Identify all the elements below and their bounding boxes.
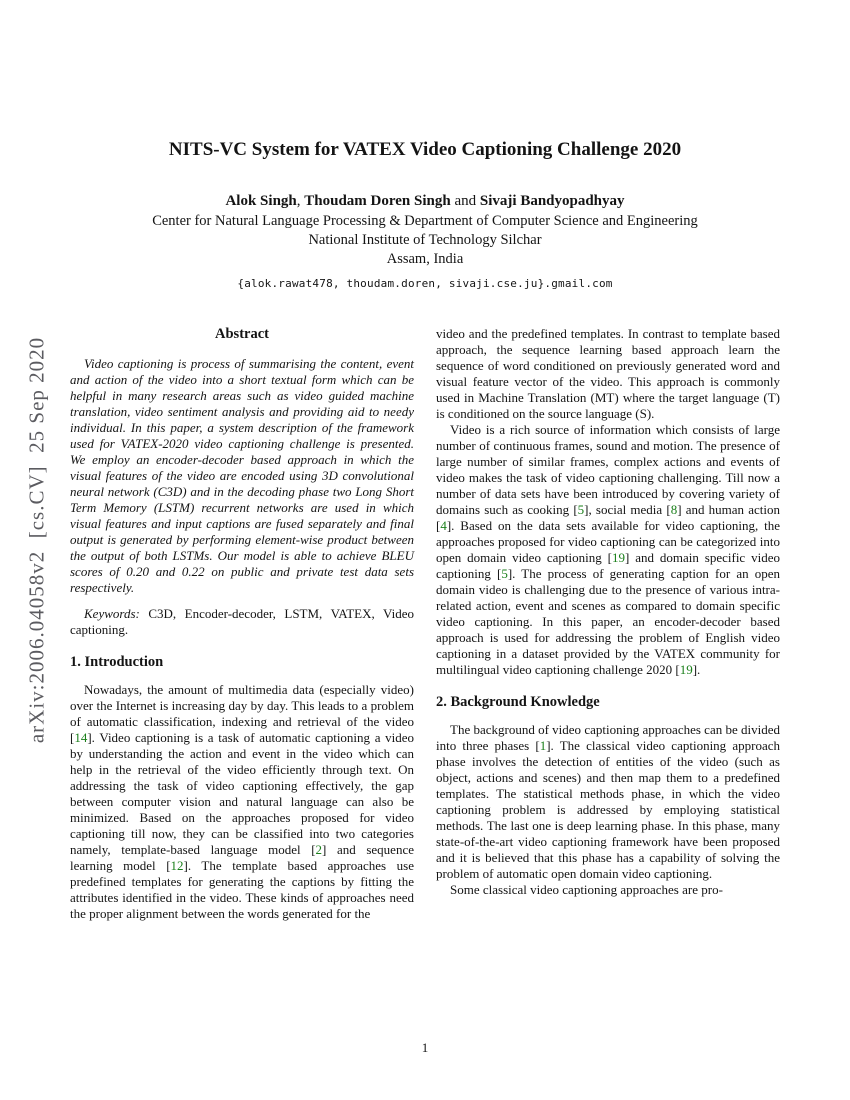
- text-span: C3D, Encoder-decoder, LSTM, VATEX, Video captioning.: [70, 606, 414, 637]
- text-span: Keywords:: [84, 606, 140, 621]
- text-span: ].: [692, 662, 701, 677]
- text-span: ] and sequence learning model [: [70, 842, 414, 873]
- abstract-paragraph: [70, 356, 414, 596]
- citation-link[interactable]: 5: [577, 502, 585, 517]
- right-column: [436, 326, 780, 922]
- text-span: ]. The template based approaches use predefined templates for generating the captions by fitting the attributes identified in the video. These kinds of approaches need the proper alignment between the words generated for the: [70, 858, 414, 921]
- authors-line: [0, 192, 850, 211]
- section-2-heading: 2. Background Knowledge: [436, 694, 600, 710]
- text-span: and: [450, 193, 480, 209]
- text-span: ] and human action [: [436, 502, 780, 533]
- citation-link[interactable]: 14: [74, 730, 88, 745]
- partial-paragraph: [436, 882, 780, 898]
- text-span: ,: [296, 193, 305, 209]
- text-span: ]. The classical video captioning approach phase involves the detection of entities of the video (such as object, actions and scenes) and then map them to a predefined templates. The statistical methods phase, in which the video captioning problem is addressed by employing statistical methods. The last one is deep learning phase. In this phase, many state-of-the-art video captioning framework have been proposed and it is believed that this phase has a capability of solving the problem of automatic open domain video captioning.: [436, 738, 780, 881]
- authors-email: {alok.rawat478, thoudam.doren, sivaji.cse.ju}.gmail.com: [237, 277, 613, 290]
- two-column-body: [0, 326, 850, 922]
- paper-header: [0, 0, 850, 290]
- citation-link[interactable]: 8: [670, 502, 678, 517]
- text-span: Alok Singh: [225, 193, 297, 209]
- citation-link[interactable]: 19: [679, 662, 693, 677]
- text-span: Thoudam Doren Singh: [304, 193, 451, 209]
- affiliation-line-2: National Institute of Technology Silchar: [308, 232, 542, 248]
- text-span: Some classical video captioning approaches are pro-: [450, 882, 723, 897]
- affiliation-line-3: Assam, India: [386, 251, 464, 267]
- citation-link[interactable]: 4: [440, 518, 447, 533]
- text-span: Sivaji Bandyopadhyay: [479, 193, 625, 209]
- continuation-paragraph: [436, 326, 780, 422]
- introduction-paragraph: [70, 682, 414, 922]
- paper-title: NITS-VC System for VATEX Video Captioning Challenge 2020: [168, 139, 682, 160]
- citation-link[interactable]: 19: [611, 550, 625, 565]
- text-span: ] and domain specific video captioning [: [436, 550, 780, 581]
- citation-link[interactable]: 2: [315, 842, 323, 857]
- text-span: ]. Based on the data sets available for video captioning, the approaches proposed for video captioning can be categorized into open domain video captioning [: [436, 518, 780, 565]
- citation-link[interactable]: 5: [501, 566, 508, 581]
- citation-link[interactable]: 12: [170, 858, 184, 873]
- abstract-heading: Abstract: [215, 326, 269, 342]
- page-number: 1: [421, 1040, 429, 1055]
- text-span: ], social media [: [584, 502, 671, 517]
- section-1-heading: 1. Introduction: [70, 654, 164, 670]
- text-span: video and the predefined templates. In contrast to template based approach, the sequence learning based approach learn the sequence of word conditioned on previously generated word and visual feature vector of the video. This approach is commonly used in Machine Translation (MT) where the target language (T) is conditioned on the source language (S).: [436, 326, 780, 421]
- left-column: [70, 326, 414, 922]
- affiliation-line-1: Center for Natural Language Processing & Department of Computer Science and Engineering: [152, 213, 698, 229]
- arxiv-watermark: arXiv:2006.04058v2 [cs.CV] 25 Sep 2020: [24, 336, 49, 744]
- text-span: Nowadays, the amount of multimedia data (especially video) over the Internet is increasing day by day. This leads to a problem of automatic classification, indexing and retrieval of the video [: [70, 682, 414, 745]
- background-paragraph: [436, 722, 780, 882]
- video-rich-source-paragraph: [436, 422, 780, 678]
- keywords-line: [70, 606, 414, 638]
- text-span: ]. The process of generating caption for an open domain video is challenging due to the presence of various intra-related action, event and scenes as compared to domain specific video captioning. In this paper, an encoder-decoder based approach is used for addressing the problem of English video captioning in a dataset provided by the VATEX community for multilingual video captioning challenge 2020 [: [436, 566, 780, 677]
- text-span: The background of video captioning approaches can be divided into three phases [: [436, 722, 780, 753]
- text-span: Video captioning is process of summarising the content, event and action of the video into a short textual form which can be helpful in many research areas such as video guided machine translation, video sentiment analysis and providing aid to needy individual. In this paper, a system description of the framework used for VATEX-2020 video captioning challenge is presented. We employ an encoder-decoder based approach in which the visual features of the video are encoded using 3D convolutional neural network (C3D) and in the decoding phase two Long Short Term Memory (LSTM) recurrent networks are used in which visual features and input captions are fused separately and final output is generated by performing element-wise product between the output of both LSTMs. Our model is able to achieve BLEU scores of 0.20 and 0.22 on public and private test data sets respectively.: [70, 356, 414, 595]
- text-span: ]. Video captioning is a task of automatic captioning a video by understanding the action and event in the video which can help in the retrieval of the video efficiently through text. On addressing the task of video captioning effectively, the gap between computer vision and natural language can also be minimized. Based on the approaches proposed for video captioning till now, they can be classified into two categories namely, template-based language model [: [70, 730, 414, 857]
- citation-link[interactable]: 1: [539, 738, 547, 753]
- text-span: Video is a rich source of information which consists of large number of continuous frames, sound and motion. The presence of large number of similar frames, complex actions and events of video makes the task of video captioning challenging. Till now a number of data sets have been introduced by covering variety of domains such as cooking [: [436, 422, 780, 517]
